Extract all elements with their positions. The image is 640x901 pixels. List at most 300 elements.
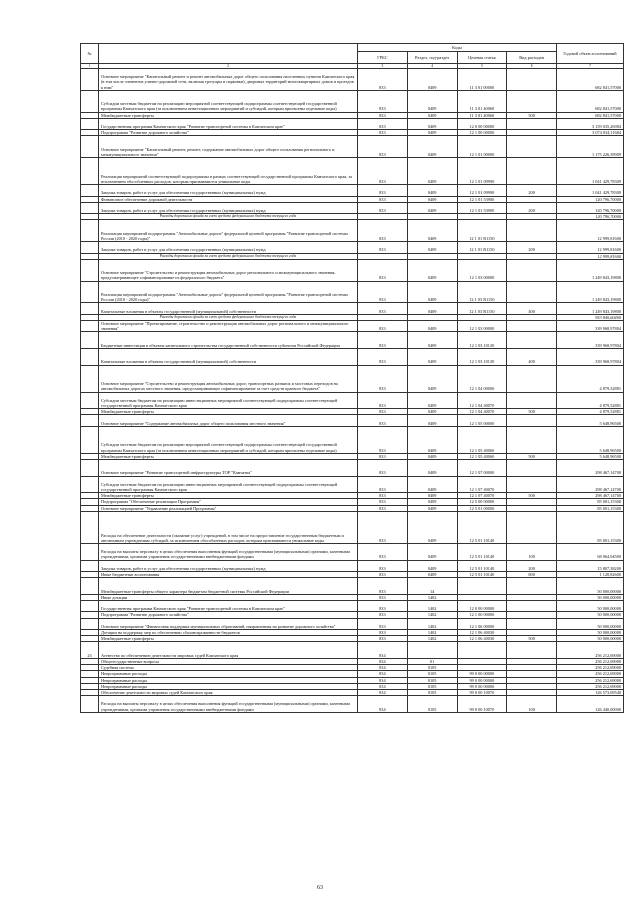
cell-vr: 200 <box>507 185 557 196</box>
cell-rz: 0409 <box>407 136 457 158</box>
cell-name: Расходы дорожного фонда за счет средств федерального бюджета текущего года <box>99 253 358 259</box>
cell-name: Основное мероприятие "Строительство и реконструкция автомобильных дорог, транспортных развязок и мостовых переходов на автомобильных дорогах местного значения, предусматривающее софинансирование за счет средств краевого бюджета" <box>99 365 358 392</box>
colnum: 6 <box>507 64 557 69</box>
cell-no <box>81 476 99 493</box>
cell-sum: 1 249 843,19800 <box>557 259 624 281</box>
cell-vr <box>507 511 557 543</box>
cell-sum: 256 212,69000 <box>557 642 624 659</box>
cell-grbs: 834 <box>358 665 408 671</box>
cell-no <box>81 600 99 611</box>
cell-rz: 0105 <box>407 683 457 689</box>
table-row <box>81 476 624 493</box>
cell-cs: 99 0 00 10070 <box>457 696 507 713</box>
cell-vr: 200 <box>507 560 557 571</box>
cell-grbs: 834 <box>358 642 408 659</box>
cell-name: Непрограммные расходы <box>99 677 358 683</box>
table-row <box>81 303 624 314</box>
cell-vr: 500 <box>507 493 557 499</box>
cell-name: Расходы на выплаты персоналу в целях обеспечения выполнения функций государственными (муниципальными) органами, казенными учреждениями, органами управления государственными внебюджетными фондами <box>99 543 358 560</box>
cell-rz: 0409 <box>407 476 457 493</box>
cell-sum: 85 001,15300 <box>557 505 624 511</box>
cell-vr <box>507 415 557 426</box>
cell-cs: 12 5 01 10140 <box>457 571 507 577</box>
cell-no: 23 <box>81 642 99 659</box>
page-number: 63 <box>317 885 323 891</box>
cell-grbs: 833 <box>358 476 408 493</box>
cell-vr <box>507 642 557 659</box>
cell-grbs: 833 <box>358 185 408 196</box>
cell-rz: 0409 <box>407 505 457 511</box>
cell-name: Межбюджетные трансферты <box>99 493 358 499</box>
table-row <box>81 459 624 476</box>
cell-rz: 0409 <box>407 158 457 185</box>
cell-cs: 12 1 04 40070 <box>457 392 507 409</box>
cell-no <box>81 158 99 185</box>
cell-grbs: 833 <box>358 320 408 331</box>
cell-sum: 3 074 034,11684 <box>557 130 624 136</box>
cell-sum: 5 648,96500 <box>557 453 624 459</box>
cell-cs: 12 1 03 10130 <box>457 348 507 365</box>
cell-sum: 50 000,00000 <box>557 636 624 642</box>
cell-no <box>81 320 99 331</box>
cell-sum: 120 796,70000 <box>557 202 624 213</box>
cell-sum: 256 212,69000 <box>557 665 624 671</box>
cell-no <box>81 426 99 453</box>
table-row <box>81 69 624 91</box>
cell-name: Дотации на поддержку мер по обеспечению сбалансированности бюджетов <box>99 629 358 635</box>
cell-rz: 0409 <box>407 392 457 409</box>
table-row <box>81 136 624 158</box>
cell-name: Основное мероприятие "Финансовая поддержка муниципальных образований, направленная на развитие дорожного хозяйства" <box>99 618 358 629</box>
cell-cs: 12 1 00 00000 <box>457 130 507 136</box>
cell-rz: 0409 <box>407 130 457 136</box>
cell-rz: 0409 <box>407 348 457 365</box>
cell-no <box>81 136 99 158</box>
cell-rz: 01 <box>407 658 457 664</box>
cell-grbs: 833 <box>358 90 408 112</box>
cell-sum: 85 001,15300 <box>557 511 624 543</box>
cell-rz: 1402 <box>407 612 457 618</box>
cell-no <box>81 365 99 392</box>
cell-grbs: 833 <box>358 130 408 136</box>
cell-vr <box>507 118 557 129</box>
table-row <box>81 365 624 392</box>
cell-cs: 12 5 01 10140 <box>457 511 507 543</box>
cell-sum: 12 999,81600 <box>557 242 624 253</box>
cell-name: Финансовое обеспечение дорожной деятельности <box>99 196 358 202</box>
cell-no <box>81 202 99 213</box>
cell-cs: 12 1 04 00000 <box>457 365 507 392</box>
cell-grbs: 833 <box>358 392 408 409</box>
table-row <box>81 642 624 659</box>
cell-grbs: 834 <box>358 689 408 695</box>
cell-vr <box>507 459 557 476</box>
cell-name: Агентство по обеспечению деятельности мировых судей Камчатского края <box>99 642 358 659</box>
header-no: № <box>81 44 99 64</box>
cell-grbs: 833 <box>358 612 408 618</box>
cell-grbs: 834 <box>358 658 408 664</box>
cell-name: Межбюджетные трансферты <box>99 409 358 415</box>
cell-rz: 0105 <box>407 677 457 683</box>
cell-rz: 0105 <box>407 665 457 671</box>
table-row <box>81 560 624 571</box>
cell-cs: 12 5 01 10140 <box>457 543 507 560</box>
cell-rz: 0409 <box>407 365 457 392</box>
cell-cs: 12 0 00 00000 <box>457 118 507 129</box>
cell-grbs: 833 <box>358 600 408 611</box>
cell-rz: 0409 <box>407 202 457 213</box>
cell-name: Расходы на выплаты персоналу в целях обеспечения выполнения функций государственными (муниципальными) органами, казенными учреждениями, органами управления государственными внебюджетными фондами <box>99 696 358 713</box>
cell-grbs: 833 <box>358 69 408 91</box>
cell-cs: 12 1 07 00000 <box>457 459 507 476</box>
cell-sum: 120 796,70000 <box>557 214 624 220</box>
cell-cs: 12 5 01 00000 <box>457 505 507 511</box>
table-body <box>81 69 624 713</box>
cell-rz: 0105 <box>407 689 457 695</box>
cell-sum: 5 648,96500 <box>557 415 624 426</box>
cell-rz: 0409 <box>407 499 457 505</box>
table-row <box>81 543 624 560</box>
cell-sum: 120 796,70000 <box>557 196 624 202</box>
cell-cs: 12 1 04 40070 <box>457 409 507 415</box>
cell-cs: 12 1 06 40030 <box>457 629 507 635</box>
cell-rz: 1402 <box>407 629 457 635</box>
cell-name: Субсидии местным бюджетам на реализацию мероприятий соответствующей подпрограммы соответствующей государственной программы Камчатского края (за исключением инвестиционных мероприятий и субсидий, которым присвоены отдельные коды) <box>99 426 358 453</box>
cell-vr: 500 <box>507 453 557 459</box>
cell-grbs: 833 <box>358 543 408 560</box>
cell-no <box>81 90 99 112</box>
cell-vr <box>507 158 557 185</box>
cell-name: Иные дотации <box>99 594 358 600</box>
cell-sum: 682 841,57000 <box>557 112 624 118</box>
cell-no <box>81 69 99 91</box>
cell-rz: 0409 <box>407 196 457 202</box>
cell-no <box>81 511 99 543</box>
cell-vr <box>507 476 557 493</box>
colnum: 7 <box>557 64 624 69</box>
cell-rz: 0409 <box>407 571 457 577</box>
cell-cs: 12 1 01 R1150 <box>457 220 507 242</box>
cell-vr <box>507 90 557 112</box>
table-row <box>81 281 624 303</box>
table-row <box>81 242 624 253</box>
cell-rz: 0409 <box>407 415 457 426</box>
cell-no <box>81 332 99 349</box>
cell-grbs: 833 <box>358 511 408 543</box>
cell-grbs: 833 <box>358 560 408 571</box>
cell-cs: 12 1 05 40060 <box>457 426 507 453</box>
cell-vr: 500 <box>507 112 557 118</box>
table-row <box>81 600 624 611</box>
cell-rz: 0409 <box>407 69 457 91</box>
cell-vr <box>507 426 557 453</box>
cell-sum: 50 000,00000 <box>557 600 624 611</box>
cell-name: Капитальные вложения в объекты государственной (муниципальной) собственности <box>99 348 358 365</box>
table-row <box>81 90 624 112</box>
cell-cs: 12 1 03 10130 <box>457 332 507 349</box>
cell-sum: 15 807,38200 <box>557 560 624 571</box>
table-row <box>81 118 624 129</box>
cell-no <box>81 348 99 365</box>
cell-name: Государственная программа Камчатского края "Развитие транспортной системы в Камчатском крае" <box>99 600 358 611</box>
cell-grbs: 833 <box>358 426 408 453</box>
cell-vr: 100 <box>507 543 557 560</box>
cell-rz: 0409 <box>407 409 457 415</box>
table-row <box>81 415 624 426</box>
cell-name: Межбюджетные трансферты <box>99 112 358 118</box>
cell-name: Реализация мероприятий подпрограммы "Автомобильные дороги" федеральной целевой программы "Развитие транспортной системы России (2010 - 2020 годы)" <box>99 281 358 303</box>
cell-grbs: 833 <box>358 594 408 600</box>
cell-cs: 99 0 00 10070 <box>457 689 507 695</box>
cell-sum: 50 000,00000 <box>557 594 624 600</box>
header-vr: Вид расходов <box>507 52 557 64</box>
cell-no <box>81 281 99 303</box>
cell-vr <box>507 578 557 595</box>
cell-sum: 1 249 843,19800 <box>557 303 624 314</box>
cell-cs: 12 1 03 R1150 <box>457 303 507 314</box>
cell-no <box>81 220 99 242</box>
cell-grbs: 833 <box>358 303 408 314</box>
cell-name: Обеспечение деятельности мировых судей Камчатского края <box>99 689 358 695</box>
cell-name: Реализация мероприятий соответствующей подпрограммы в рамках соответствующей государственной программы Камчатского края, за исключением обособленных расходов, которым присваиваются уникальные коды <box>99 158 358 185</box>
cell-sum: 50 000,00000 <box>557 612 624 618</box>
table-row <box>81 332 624 349</box>
cell-grbs: 833 <box>358 242 408 253</box>
cell-name: Закупка товаров, работ и услуг для обеспечения государственных (муниципальных) нужд <box>99 185 358 196</box>
cell-rz: 1402 <box>407 618 457 629</box>
cell-name: Государственная программа Камчатского края "Развитие транспортной системы в Камчатском крае" <box>99 118 358 129</box>
cell-vr <box>507 259 557 281</box>
cell-sum: 298 467,14700 <box>557 476 624 493</box>
header-grbs: ГРБС <box>358 52 408 64</box>
cell-name: Расходы дорожного фонда за счет средств федерального бюджета текущего года <box>99 214 358 220</box>
cell-cs <box>457 642 507 659</box>
table-row <box>81 578 624 595</box>
cell-sum: 256 212,69000 <box>557 683 624 689</box>
cell-vr <box>507 281 557 303</box>
cell-name: Закупка товаров, работ и услуг для обеспечения государственных (муниципальных) нужд <box>99 202 358 213</box>
cell-grbs: 834 <box>358 696 408 713</box>
cell-rz <box>407 642 457 659</box>
table-row <box>81 158 624 185</box>
cell-grbs: 833 <box>358 578 408 595</box>
cell-sum: 68 064,94500 <box>557 543 624 560</box>
table-row <box>81 259 624 281</box>
cell-sum: 4 879,52881 <box>557 365 624 392</box>
cell-vr: 100 <box>507 696 557 713</box>
cell-vr: 500 <box>507 409 557 415</box>
cell-name: Основное мероприятие "Капитальный ремонт и ремонт автомобильных дорог общего пользования населенных пунктов Камчатского края (в том числе элементов улично-дорожной сети, включая тротуары и парковки), дворовых территорий многоквартирных домов и проездов к ним" <box>99 69 358 91</box>
cell-name: Иные бюджетные ассигнования <box>99 571 358 577</box>
cell-rz: 0409 <box>407 185 457 196</box>
cell-rz: 0409 <box>407 511 457 543</box>
cell-grbs: 833 <box>358 220 408 242</box>
cell-name: Межбюджетные трансферты общего характера бюджетам бюджетной системы Российской Федерации <box>99 578 358 595</box>
cell-sum: 50 000,00000 <box>557 618 624 629</box>
cell-cs: 12 1 01 00000 <box>457 136 507 158</box>
cell-sum: 1 175 226,39909 <box>557 136 624 158</box>
cell-grbs: 833 <box>358 415 408 426</box>
cell-cs: 12 0 00 00000 <box>457 600 507 611</box>
cell-name: Основное мероприятие "Развитие транспортной инфраструктуры ТОР "Камчатка" <box>99 459 358 476</box>
cell-rz: 1402 <box>407 636 457 642</box>
cell-name: Межбюджетные трансферты <box>99 636 358 642</box>
cell-name: Непрограммные расходы <box>99 683 358 689</box>
cell-sum: 682 841,57000 <box>557 69 624 91</box>
cell-vr: 400 <box>507 348 557 365</box>
cell-rz: 0105 <box>407 696 457 713</box>
cell-name: Основное мероприятие "Капитальный ремонт, ремонт, содержание автомобильных дорог общего пользования регионального и межмуниципального значения" <box>99 136 358 158</box>
cell-grbs: 833 <box>358 202 408 213</box>
cell-cs: 12 1 05 00000 <box>457 415 507 426</box>
table-row <box>81 320 624 331</box>
cell-vr: 200 <box>507 202 557 213</box>
cell-cs: 12 5 00 00000 <box>457 499 507 505</box>
cell-rz: 0409 <box>407 242 457 253</box>
cell-no <box>81 118 99 129</box>
cell-cs: 11 3 01 00000 <box>457 69 507 91</box>
cell-grbs: 834 <box>358 683 408 689</box>
cell-sum: 339 968,97804 <box>557 320 624 331</box>
cell-cs: 11 3 01 40060 <box>457 90 507 112</box>
cell-rz: 0409 <box>407 560 457 571</box>
cell-vr: 200 <box>507 242 557 253</box>
cell-sum: 50 000,00000 <box>557 629 624 635</box>
colnum: 2 <box>99 64 358 69</box>
cell-cs: 12 1 05 40060 <box>457 453 507 459</box>
cell-sum: 256 212,69000 <box>557 677 624 683</box>
cell-name: Капитальные вложения в объекты государственной (муниципальной) собственности <box>99 303 358 314</box>
cell-cs: 12 1 03 00000 <box>457 259 507 281</box>
table-row <box>81 392 624 409</box>
header-codes: Коды <box>358 44 557 52</box>
cell-rz: 0409 <box>407 112 457 118</box>
cell-no <box>81 578 99 595</box>
cell-sum: 1 041 429,78309 <box>557 185 624 196</box>
cell-rz: 0409 <box>407 220 457 242</box>
header-razdel: Раздел, под-раздел <box>407 52 457 64</box>
cell-rz: 0409 <box>407 453 457 459</box>
cell-sum: 12 999,81600 <box>557 253 624 259</box>
cell-name: Закупка товаров, работ и услуг для обеспечения государственных (муниципальных) нужд <box>99 242 358 253</box>
cell-grbs: 833 <box>358 618 408 629</box>
cell-grbs: 834 <box>358 677 408 683</box>
cell-name: Субсидии местным бюджетам на реализацию инвестиционных мероприятий соответствующей подпрограммы соответствующей государственной программы Камчатского края <box>99 476 358 493</box>
cell-vr <box>507 136 557 158</box>
cell-rz: 1402 <box>407 600 457 611</box>
cell-sum: 256 212,69000 <box>557 658 624 664</box>
cell-cs: 12 1 06 40030 <box>457 636 507 642</box>
colnum: 3 <box>358 64 408 69</box>
cell-sum: 126 573,69540 <box>557 689 624 695</box>
cell-cs: 99 0 00 00000 <box>457 671 507 677</box>
cell-sum: 5 648,96500 <box>557 426 624 453</box>
cell-rz: 0409 <box>407 332 457 349</box>
cell-name: Основное мероприятие "Строительство и реконструкция автомобильных дорог регионального и межмуниципального значения, предусматривающее софинансирование из федерального бюджета" <box>99 259 358 281</box>
colnum: 1 <box>81 64 99 69</box>
cell-grbs: 833 <box>358 629 408 635</box>
table-row <box>81 185 624 196</box>
cell-no <box>81 618 99 629</box>
cell-cs: 12 5 01 10140 <box>457 560 507 571</box>
cell-name: Подпрограмма "Развитие дорожного хозяйства" <box>99 612 358 618</box>
cell-rz: 0409 <box>407 259 457 281</box>
cell-vr <box>507 332 557 349</box>
cell-name: Реализация мероприятий подпрограммы "Автомобильные дороги" федеральной целевой программы "Развитие транспортной системы России (2010 - 2020 годы)" <box>99 220 358 242</box>
cell-name: Общегосударственные вопросы <box>99 658 358 664</box>
cell-name: Закупка товаров, работ и услуг для обеспечения государственных (муниципальных) нужд <box>99 560 358 571</box>
cell-cs <box>457 578 507 595</box>
cell-cs: 12 1 01 09990 <box>457 185 507 196</box>
cell-rz: 1402 <box>407 594 457 600</box>
cell-sum: 953 840,60400 <box>557 314 624 320</box>
cell-grbs: 833 <box>358 348 408 365</box>
cell-rz: 0409 <box>407 303 457 314</box>
cell-rz: 0409 <box>407 281 457 303</box>
cell-cs: 99 0 00 00000 <box>457 683 507 689</box>
cell-name: Основное мероприятие "Содержание автомобильных дорог общего пользования местного значения" <box>99 415 358 426</box>
cell-no <box>81 303 99 314</box>
cell-no <box>81 459 99 476</box>
cell-vr <box>507 69 557 91</box>
cell-sum: 682 841,57000 <box>557 90 624 112</box>
cell-cs: 12 1 00 00000 <box>457 612 507 618</box>
colnum: 4 <box>407 64 457 69</box>
cell-grbs: 833 <box>358 365 408 392</box>
cell-no <box>81 696 99 713</box>
cell-sum: 12 999,81600 <box>557 220 624 242</box>
cell-sum: 339 968,97804 <box>557 332 624 349</box>
cell-grbs: 833 <box>358 505 408 511</box>
cell-no <box>81 185 99 196</box>
cell-name: Основное мероприятие "Управление реализацией Программы" <box>99 505 358 511</box>
cell-name: Основное мероприятие "Проектирование, строительство и реконструкция автомобильных дорог регионального и межмуниципального значения" <box>99 320 358 331</box>
cell-grbs: 833 <box>358 409 408 415</box>
header-name <box>99 44 358 64</box>
table-row <box>81 202 624 213</box>
cell-cs: 12 1 03 R1150 <box>457 281 507 303</box>
cell-cs: 11 3 01 40060 <box>457 112 507 118</box>
cell-grbs: 833 <box>358 636 408 642</box>
table-row <box>81 618 624 629</box>
cell-sum: 4 879,52881 <box>557 409 624 415</box>
table-row <box>81 348 624 365</box>
cell-rz: 0409 <box>407 320 457 331</box>
cell-sum: 1 128,82600 <box>557 571 624 577</box>
cell-grbs: 833 <box>358 332 408 349</box>
cell-grbs: 833 <box>358 459 408 476</box>
cell-cs: 12 1 01 53900 <box>457 202 507 213</box>
cell-vr <box>507 365 557 392</box>
cell-rz: 0409 <box>407 459 457 476</box>
budget-table <box>80 43 624 713</box>
table-row <box>81 696 624 713</box>
cell-grbs: 833 <box>358 499 408 505</box>
cell-no <box>81 392 99 409</box>
cell-sum: 256 212,69000 <box>557 671 624 677</box>
cell-grbs: 833 <box>358 571 408 577</box>
cell-grbs: 833 <box>358 118 408 129</box>
cell-rz: 0105 <box>407 671 457 677</box>
cell-vr <box>507 392 557 409</box>
cell-rz: 0409 <box>407 543 457 560</box>
cell-no <box>81 560 99 571</box>
cell-rz: 0409 <box>407 493 457 499</box>
cell-cs: 12 1 03 00000 <box>457 320 507 331</box>
table-header-row <box>81 44 624 52</box>
cell-cs: 12 1 07 40070 <box>457 493 507 499</box>
cell-cs: 12 1 07 40070 <box>457 476 507 493</box>
